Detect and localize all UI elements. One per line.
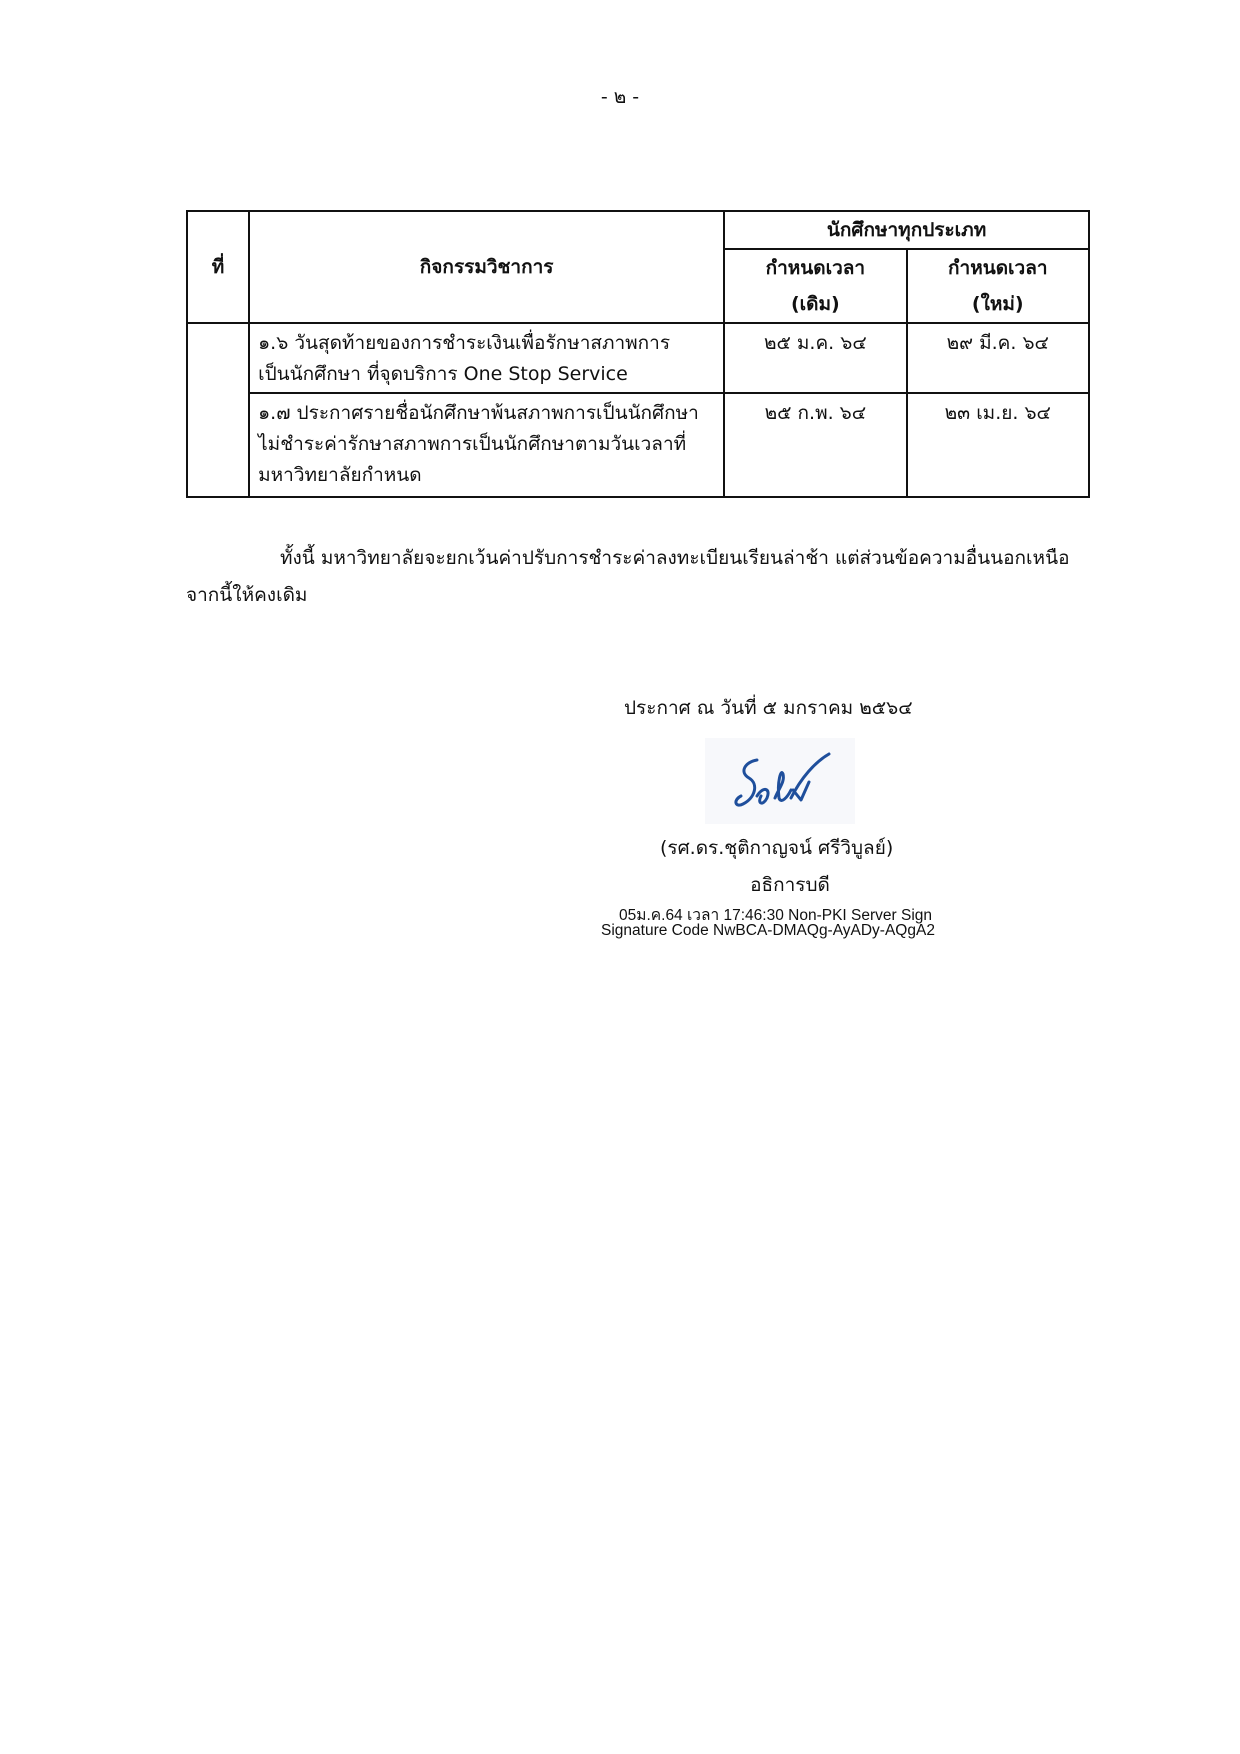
table-row xyxy=(187,393,1089,497)
signature-image xyxy=(705,738,855,824)
header-old-label: กำหนดเวลา xyxy=(765,257,866,279)
activity-line: มหาวิทยาลัยกำหนด xyxy=(258,464,422,486)
header-new-deadline xyxy=(907,249,1089,323)
activity-line: ไม่ชำระค่ารักษาสภาพการเป็นนักศึกษาตามวันเวลาที่ xyxy=(258,433,687,455)
activity-cell xyxy=(249,393,724,497)
header-old-deadline xyxy=(724,249,906,323)
activity-line: เป็นนักศึกษา ที่จุดบริการ One Stop Service xyxy=(258,363,628,385)
signer-title: อธิการบดี xyxy=(750,874,830,896)
body-paragraph: ทั้งนี้ มหาวิทยาลัยจะยกเว้นค่าปรับการชำระค่าลงทะเบียนเรียนล่าช้า แต่ส่วนข้อความอื่นนอกเหนือจากนี้ให้คงเดิม xyxy=(186,547,1070,606)
new-deadline-cell: ๒๙ มี.ค. ๖๔ xyxy=(907,323,1089,393)
header-student-group: นักศึกษาทุกประเภท xyxy=(724,211,1089,249)
header-new-note: (ใหม่) xyxy=(971,293,1024,315)
header-no: ที่ xyxy=(187,211,249,323)
new-deadline-cell: ๒๓ เม.ย. ๖๔ xyxy=(907,393,1089,497)
activity-cell xyxy=(249,323,724,393)
announcement-date: ประกาศ ณ วันที่ ๕ มกราคม ๒๕๖๔ xyxy=(624,697,913,719)
old-deadline-cell: ๒๕ ม.ค. ๖๔ xyxy=(724,323,906,393)
table-row xyxy=(187,323,1089,393)
page-number: - ๒ - xyxy=(600,86,640,108)
activity-line: ๑.๖ วันสุดท้ายของการชำระเงินเพื่อรักษาสภาพการ xyxy=(258,332,671,354)
schedule-table xyxy=(186,210,1090,498)
activity-line: ๑.๗ ประกาศรายชื่อนักศึกษาพ้นสภาพการเป็นนักศึกษา xyxy=(258,402,699,424)
header-activity: กิจกรรมวิชาการ xyxy=(249,211,724,323)
signature-code: Signature Code NwBCA-DMAQg-AyADy-AQgA2 xyxy=(601,922,935,939)
signer-name: (รศ.ดร.ชุติกาญจน์ ศรีวิบูลย์) xyxy=(660,837,894,859)
old-deadline-cell: ๒๕ ก.พ. ๖๔ xyxy=(724,393,906,497)
header-old-note: (เดิม) xyxy=(790,293,840,315)
header-new-label: กำหนดเวลา xyxy=(948,257,1048,279)
digital-sign-timestamp: 05ม.ค.64 เวลา 17:46:30 Non-PKI Server Sign xyxy=(619,907,933,924)
row-number-cell xyxy=(187,323,249,497)
